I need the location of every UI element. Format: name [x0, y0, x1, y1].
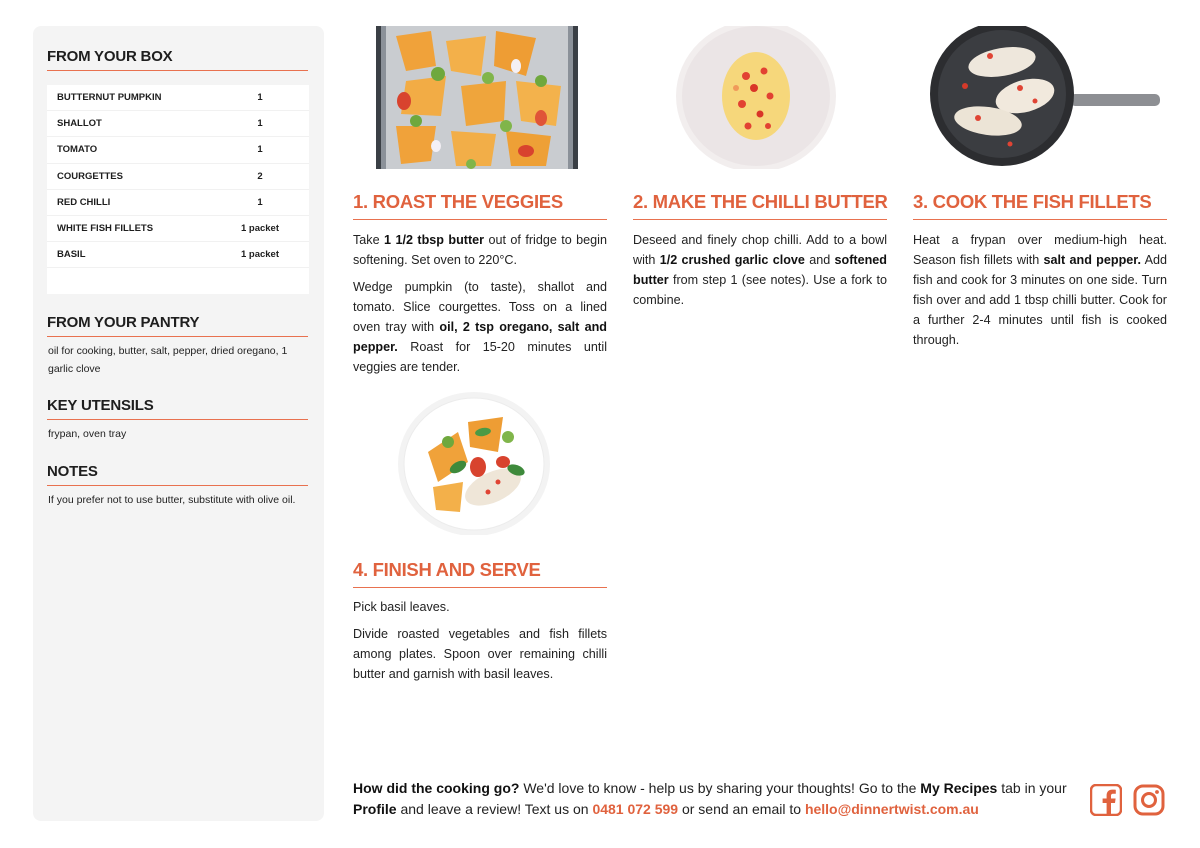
email-link[interactable]: hello@dinnertwist.com.au: [804, 801, 979, 817]
ingredient-qty: 1: [257, 92, 263, 104]
ingredient-name: SHALLOT: [57, 118, 102, 130]
notes-heading: NOTES: [47, 463, 308, 486]
step-1-text: Take 1 1/2 tbsp butter out of fridge to begin softening. Set oven to 220°C. Wedge pumpkin (to taste), shallot and tomato. Slice courgettes. Toss on a lined oven tray with oil, 2 tsp oregano, salt and pepper. Roast for 15-20 minutes until veggies are tender.: [353, 233, 607, 374]
ingredient-name: BASIL: [57, 249, 86, 261]
phone-link[interactable]: 0481 072 599: [592, 801, 679, 817]
step-2-heading: 2. MAKE THE CHILLI BUTTER: [633, 191, 887, 220]
step-1-heading: 1. ROAST THE VEGGIES: [353, 191, 607, 220]
ingredient-name: RED CHILLI: [57, 196, 111, 208]
ingredient-qty: 1: [257, 144, 263, 156]
from-your-box-heading: FROM YOUR BOX: [47, 48, 308, 71]
chilli-butter-photo: [676, 26, 836, 169]
table-row: [47, 216, 309, 242]
step-2-text: Deseed and finely chop chilli. Add to a bowl with 1/2 crushed garlic clove and softened butter from step 1 (see notes). Use a fork to combine.: [633, 233, 887, 307]
table-row: [47, 190, 309, 216]
finished-dish-photo: [398, 392, 550, 535]
table-row: [47, 164, 309, 190]
from-your-pantry-heading: FROM YOUR PANTRY: [47, 314, 308, 337]
utensils-text: frypan, oven tray: [48, 428, 127, 440]
ingredients-table: [47, 85, 309, 294]
table-row: [47, 111, 309, 137]
step-4-heading: 4. FINISH AND SERVE: [353, 559, 607, 588]
key-utensils-heading: KEY UTENSILS: [47, 397, 308, 420]
table-row: [47, 85, 309, 111]
ingredient-qty: 1: [257, 118, 263, 130]
ingredient-name: BUTTERNUT PUMPKIN: [57, 92, 162, 104]
table-row: [47, 268, 309, 294]
ingredient-qty: 1: [257, 196, 263, 208]
footer-text: How did the cooking go? We'd love to know - help us by sharing your thoughts! Go to the My Recipes tab in your Profile and leave a review! Text us on 0481 072 599 or send an email to hello@dinnertwist.com.au: [353, 780, 1067, 817]
sidebar: [33, 26, 324, 821]
cook-fish-photo: [930, 26, 1160, 169]
ingredient-name: TOMATO: [57, 144, 98, 156]
step-3-text: Heat a frypan over medium-high heat. Season fish fillets with salt and pepper. Add fish and cook for 3 minutes on one side. Turn fish over and add 1 tbsp chilli butter. Cook for a further 2-4 minutes until fish is cooked through.: [913, 233, 1167, 347]
ingredient-name: WHITE FISH FILLETS: [57, 223, 154, 235]
ingredient-name: COURGETTES: [57, 170, 123, 182]
step-3-heading: 3. COOK THE FISH FILLETS: [913, 191, 1167, 220]
facebook-icon[interactable]: [1090, 784, 1122, 821]
table-row: [47, 137, 309, 163]
ingredient-qty: 1 packet: [240, 249, 280, 261]
pantry-text: oil for cooking, butter, salt, pepper, dried oregano, 1 garlic clove: [48, 345, 288, 375]
step-4-text: Pick basil leaves. Divide roasted vegetables and fish fillets among plates. Spoon over remaining chilli butter and garnish with basil leaves.: [353, 600, 607, 681]
table-row: [47, 242, 309, 268]
instagram-icon[interactable]: [1133, 784, 1165, 821]
roast-veggies-photo: [376, 26, 578, 169]
ingredient-qty: 2: [257, 170, 263, 182]
notes-text: If you prefer not to use butter, substitute with olive oil.: [48, 494, 296, 506]
ingredient-qty: 1 packet: [240, 223, 280, 235]
